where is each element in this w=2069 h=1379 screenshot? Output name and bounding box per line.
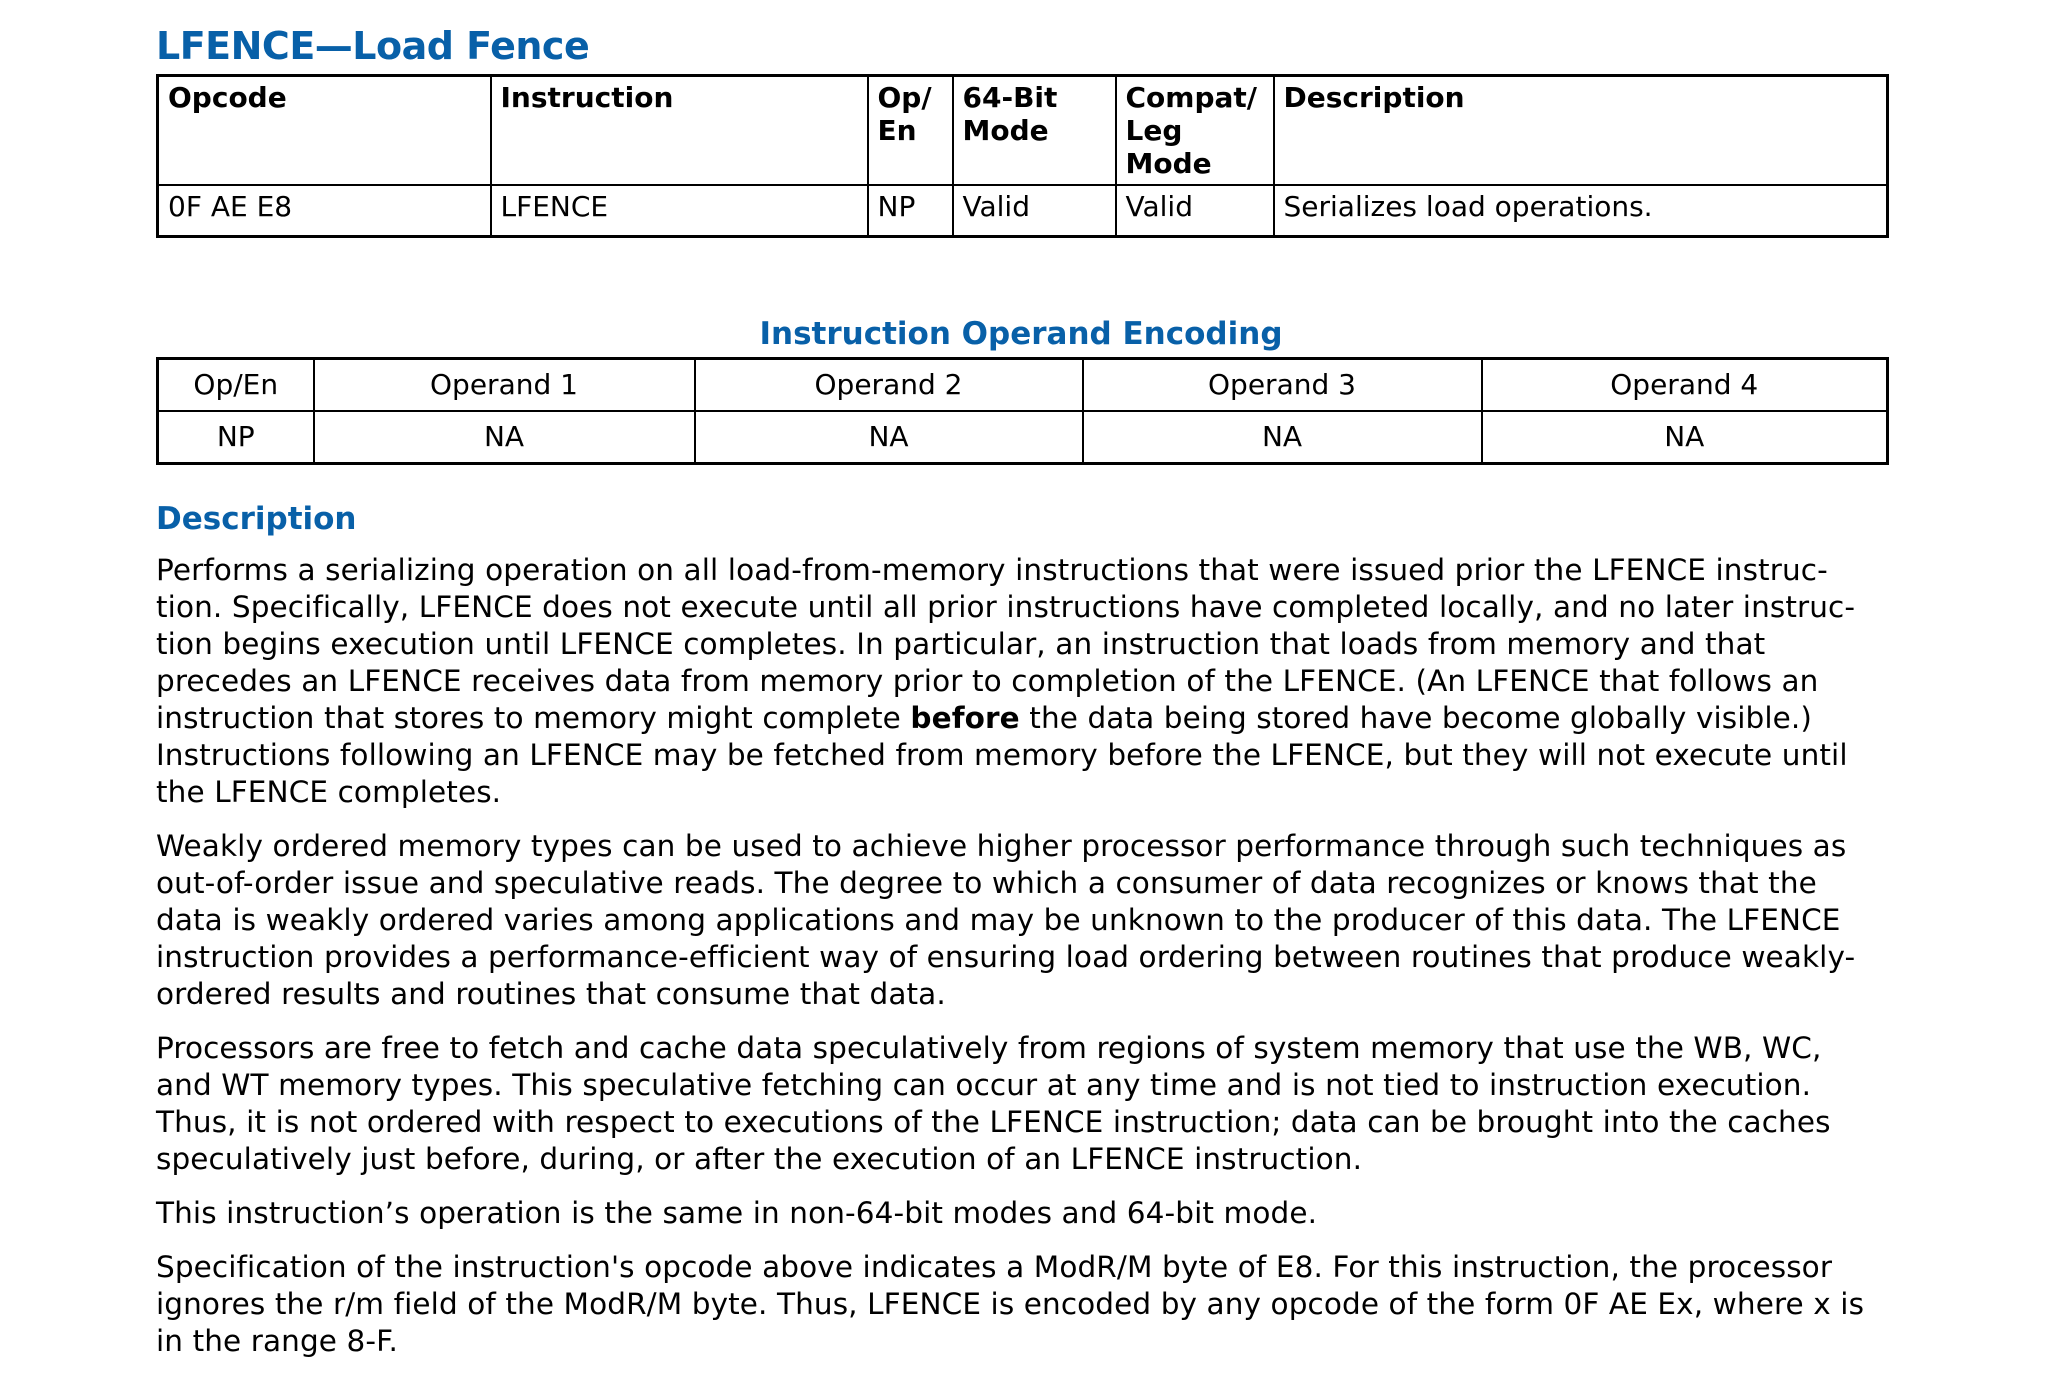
header-compat-leg-mode: Compat/ Leg Mode xyxy=(1116,75,1274,185)
table-row xyxy=(158,411,1888,464)
header-instruction: Instruction xyxy=(491,75,868,185)
operand-encoding-table xyxy=(156,357,1889,465)
cell-operand-4: NA xyxy=(1482,411,1888,464)
page-title: LFENCE—Load Fence xyxy=(156,24,590,68)
paragraph-text: the data being stored have become globally visible.) Instructions following an LFENCE may be fetched from memory before the LFENCE, but they will not execute until the LFENCE completes. xyxy=(156,700,1848,809)
description-paragraph-3: Processors are free to fetch and cache data speculatively from regions of system memory that use the WB, WC, and WT memory types. This speculative fetching can occur at any time and is not tied to instruction execution. Thus, it is not ordered with respect to executions of the LFENCE instruction; data can be brought into the caches speculatively just before, during, or after the execution of an LFENCE instruction. xyxy=(156,1030,1831,1176)
paragraph-text: Performs a serializing operation on all load-from-memory instructions that were issued prior the LFENCE instruc-tion. Specifically, LFENCE does not execute until all prior instructions have completed locally, and no later instruc-tion begins execution until LFENCE completes. In particular, an instruction that loads from memory and that precedes an LFENCE receives data from memory prior to completion of the LFENCE. (An LFENCE that follows an instruction that stores to memory might complete xyxy=(156,552,1856,735)
cell-op-en: NP xyxy=(868,185,953,237)
encoding-table-title: Instruction Operand Encoding xyxy=(759,315,1283,352)
header-opcode: Opcode xyxy=(158,75,491,185)
header-operand-3: Operand 3 xyxy=(1083,358,1482,411)
cell-operand-3: NA xyxy=(1083,411,1482,464)
cell-64bit-mode: Valid xyxy=(953,185,1116,237)
encoding-header-row xyxy=(158,358,1888,411)
header-operand-2: Operand 2 xyxy=(695,358,1083,411)
header-operand-1: Operand 1 xyxy=(314,358,695,411)
emphasis-text: before xyxy=(910,700,1020,735)
document-page xyxy=(156,24,1886,1377)
cell-operand-1: NA xyxy=(314,411,695,464)
cell-description: Serializes load operations. xyxy=(1274,185,1888,237)
header-op-en: Op/ En xyxy=(868,75,953,185)
description-heading: Description xyxy=(156,500,357,537)
header-description: Description xyxy=(1274,75,1888,185)
opcode-table-header-row xyxy=(158,75,1888,185)
cell-op-en: NP xyxy=(158,411,314,464)
description-paragraph-1 xyxy=(156,552,1886,811)
cell-compat-leg-mode: Valid xyxy=(1116,185,1274,237)
header-operand-4: Operand 4 xyxy=(1482,358,1888,411)
header-64bit-mode: 64-Bit Mode xyxy=(953,75,1116,185)
table-row xyxy=(158,185,1888,237)
description-paragraph-4: This instruction’s operation is the same in non-64-bit modes and 64-bit mode. xyxy=(156,1195,1318,1230)
opcode-table xyxy=(156,74,1889,238)
header-op-en: Op/En xyxy=(158,358,314,411)
cell-instruction: LFENCE xyxy=(491,185,868,237)
description-paragraph-5: Specification of the instruction's opcode above indicates a ModR/M byte of E8. For this instruction, the processor ignores the r/m field of the ModR/M byte. Thus, LFENCE is encoded by any opcode of the form 0F AE Ex, where x is in the range 8-F. xyxy=(156,1249,1865,1358)
description-paragraph-2: Weakly ordered memory types can be used to achieve higher processor performance through such techniques as out-of-order issue and speculative reads. The degree to which a consumer of data recognizes or knows that the data is weakly ordered varies among applications and may be unknown to the producer of this data. The LFENCE instruction provides a performance-efficient way of ensuring load ordering between routines that produce weakly-ordered results and routines that consume that data. xyxy=(156,828,1856,1011)
cell-operand-2: NA xyxy=(695,411,1083,464)
cell-opcode: 0F AE E8 xyxy=(158,185,491,237)
